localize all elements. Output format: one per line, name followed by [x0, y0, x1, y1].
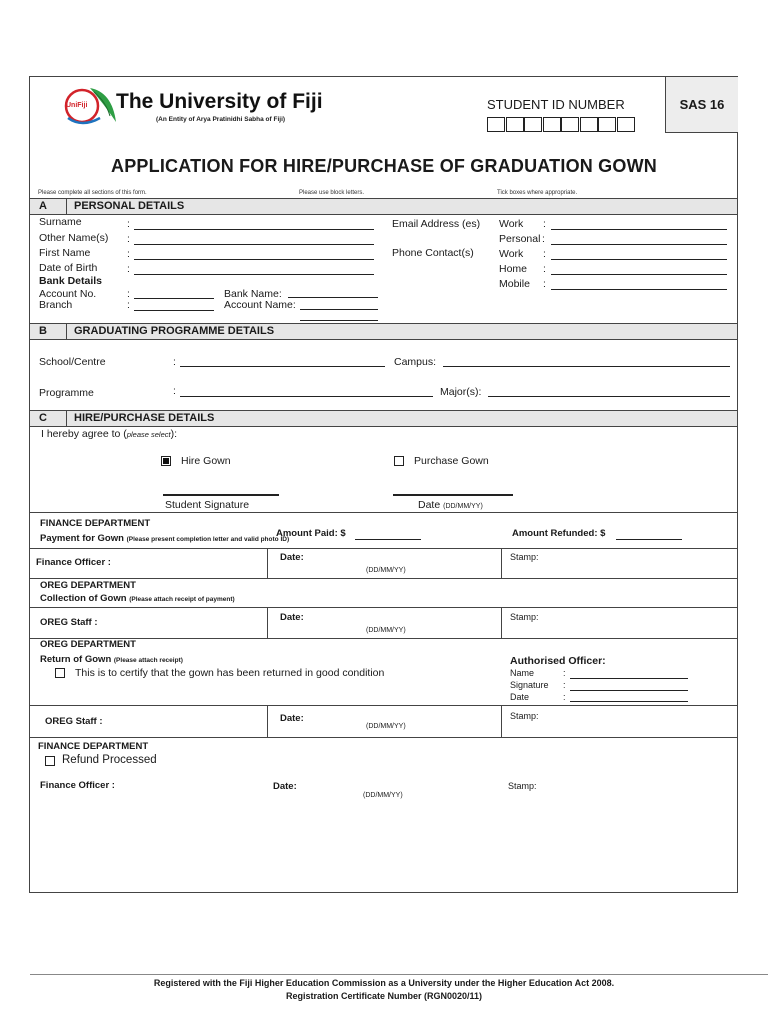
finance-date-label: Date: [280, 552, 304, 563]
school-label: School/Centre [39, 356, 106, 368]
student-date-label: Date (DD/MM/YY) [418, 499, 483, 511]
finance-officer-label: Finance Officer : [40, 780, 115, 791]
home-phone-label: Home [499, 263, 528, 275]
student-id-digit-cell[interactable] [598, 117, 616, 132]
section-b-header [30, 323, 737, 340]
colon: : [127, 263, 130, 275]
programme-label: Programme [39, 387, 94, 399]
refund-processed-label: Refund Processed [62, 754, 157, 766]
majors-field[interactable] [488, 396, 730, 397]
finance-dept-heading: FINANCE DEPARTMENT [38, 741, 149, 752]
university-logo [60, 82, 120, 132]
account-no-label: Account No. [39, 288, 97, 300]
finance-officer-label: Finance Officer : [36, 557, 111, 568]
note-block-letters: Please use block letters. [299, 190, 365, 196]
purchase-gown-checkbox[interactable] [394, 456, 404, 466]
section-title: PERSONAL DETAILS [74, 200, 185, 212]
student-signature-field[interactable] [163, 494, 279, 496]
home-phone-field[interactable] [551, 274, 727, 275]
colon: : [127, 248, 130, 260]
colon: : [127, 233, 130, 245]
account-name-label: Account Name: [224, 299, 296, 311]
logo-text: UniFiji [66, 102, 88, 109]
finance-dept-heading: FINANCE DEPARTMENT [40, 518, 151, 529]
auth-name-field[interactable] [570, 678, 688, 679]
student-id-digit-cell[interactable] [580, 117, 598, 132]
colon: : [542, 233, 545, 245]
branch-field[interactable] [134, 310, 214, 311]
date-format: (DD/MM/YY) [366, 567, 406, 574]
refund-processed-checkbox[interactable] [45, 756, 55, 766]
work-email-field[interactable] [551, 229, 727, 230]
student-id-digit-cell[interactable] [524, 117, 542, 132]
surname-field[interactable] [134, 229, 374, 230]
date-format: (DD/MM/YY) [363, 792, 403, 799]
dob-label: Date of Birth [39, 262, 98, 274]
student-id-digit-cell[interactable] [487, 117, 505, 132]
colon: : [543, 218, 546, 230]
oreg-staff-label: OREG Staff : [45, 716, 103, 727]
bank-details-label: Bank Details [39, 275, 103, 287]
amount-refunded-label: Amount Refunded: $ [512, 528, 606, 539]
return-of-gown: Return of Gown (Please attach receipt) [40, 654, 183, 665]
hire-gown-label: Hire Gown [181, 455, 231, 467]
footer-certificate: Registration Certificate Number (RGN0020/11) [285, 991, 483, 1001]
auth-signature-label: Signature [510, 680, 549, 690]
page-title: APPLICATION FOR HIRE/PURCHASE OF GRADUATION GOWN [111, 156, 657, 176]
school-field[interactable] [180, 366, 385, 367]
return-certify-label: This is to certify that the gown has been returned in good condition [75, 667, 385, 679]
form-code-box [665, 77, 738, 133]
entity-line: (An Entity of Arya Pratinidhi Sabha of Fiji) [156, 116, 286, 123]
colon: : [127, 299, 130, 311]
agree-text: I hereby agree to (please select): [41, 428, 178, 440]
section-c-header [30, 410, 737, 427]
first-name-label: First Name [39, 247, 91, 259]
date-format: (DD/MM/YY) [366, 723, 406, 730]
account-no-field[interactable] [134, 298, 214, 299]
hire-gown-checkbox[interactable] [161, 456, 171, 466]
student-signature-label: Student Signature [165, 499, 250, 511]
payment-for-gown: Payment for Gown (Please present completion letter and valid photo ID) [40, 533, 290, 544]
bank-name-label: Bank Name: [224, 288, 282, 300]
oreg-dept-heading: OREG DEPARTMENT [40, 639, 136, 650]
form-code: SAS 16 [679, 97, 725, 112]
purchase-gown-label: Purchase Gown [414, 455, 489, 467]
campus-label: Campus: [394, 356, 437, 368]
student-date-field[interactable] [393, 494, 513, 496]
other-names-field[interactable] [134, 244, 374, 245]
authorised-officer-heading: Authorised Officer: [510, 655, 606, 667]
campus-field[interactable] [443, 366, 730, 367]
surname-label: Surname [39, 216, 82, 228]
footer-registration: Registered with the Fiji Higher Education Commission as a University under the Higher Education Act 2008. [153, 978, 615, 988]
other-names-label: Other Name(s) [39, 232, 109, 244]
auth-date-field[interactable] [570, 701, 688, 702]
student-id-digit-cell[interactable] [506, 117, 524, 132]
personal-email-field[interactable] [551, 244, 727, 245]
dob-field[interactable] [134, 274, 374, 275]
note-tick-boxes: Tick boxes where appropriate. [497, 190, 578, 196]
section-title: HIRE/PURCHASE DETAILS [74, 412, 215, 424]
mobile-phone-field[interactable] [551, 289, 727, 290]
branch-label: Branch [39, 299, 73, 311]
colon: : [543, 263, 546, 275]
oreg-stamp-label: Stamp: [510, 612, 539, 622]
majors-label: Major(s): [440, 386, 482, 398]
section-a-header [30, 198, 737, 215]
colon: : [543, 278, 546, 290]
colon: : [127, 218, 130, 230]
amount-paid-field[interactable] [355, 539, 421, 540]
return-certify-checkbox[interactable] [55, 668, 65, 678]
note-complete: Please complete all sections of this form. [38, 190, 147, 196]
refund-stamp-label: Stamp: [508, 781, 537, 791]
amount-paid-label: Amount Paid: $ [276, 528, 346, 539]
section-letter: B [39, 325, 47, 337]
oreg-staff-label: OREG Staff : [40, 617, 98, 628]
student-id-digit-cell[interactable] [617, 117, 635, 132]
section-title: GRADUATING PROGRAMME DETAILS [74, 325, 275, 337]
oreg-return-date-label: Date: [280, 713, 304, 724]
student-id-label: STUDENT ID NUMBER [487, 97, 625, 112]
work-phone-label: Work [499, 248, 524, 260]
mobile-phone-label: Mobile [499, 278, 530, 290]
auth-signature-field[interactable] [570, 690, 688, 691]
colon: : [543, 248, 546, 260]
oreg-date-label: Date: [280, 612, 304, 623]
collection-of-gown: Collection of Gown (Please attach receipt of payment) [40, 593, 235, 604]
bank-name-field[interactable] [288, 297, 378, 298]
finance-stamp-label: Stamp: [510, 552, 539, 562]
refund-date-label: Date: [273, 781, 297, 792]
first-name-field[interactable] [134, 259, 374, 260]
university-name: The University of Fiji [116, 90, 323, 113]
programme-field[interactable] [180, 396, 433, 397]
amount-refunded-field[interactable] [616, 539, 682, 540]
email-label: Email Address (es) [392, 218, 481, 230]
auth-date-label: Date [510, 692, 530, 702]
date-format: (DD/MM/YY) [366, 627, 406, 634]
work-phone-field[interactable] [551, 259, 727, 260]
student-id-digit-cell[interactable] [543, 117, 561, 132]
section-letter: A [39, 200, 47, 212]
oreg-return-stamp-label: Stamp: [510, 711, 539, 721]
section-letter: C [39, 412, 47, 424]
colon: : [563, 692, 566, 702]
colon: : [173, 356, 176, 368]
personal-email-label: Personal [499, 233, 541, 245]
colon: : [563, 668, 566, 678]
colon: : [563, 680, 566, 690]
student-id-digit-cell[interactable] [561, 117, 579, 132]
auth-name-label: Name [510, 668, 535, 678]
colon: : [173, 385, 176, 397]
colon: : [127, 288, 130, 300]
work-email-label: Work [499, 218, 524, 230]
account-name-field[interactable] [300, 309, 378, 310]
account-name-extra-line [300, 320, 378, 321]
oreg-dept-heading: OREG DEPARTMENT [40, 580, 136, 591]
phone-label: Phone Contact(s) [392, 247, 474, 259]
